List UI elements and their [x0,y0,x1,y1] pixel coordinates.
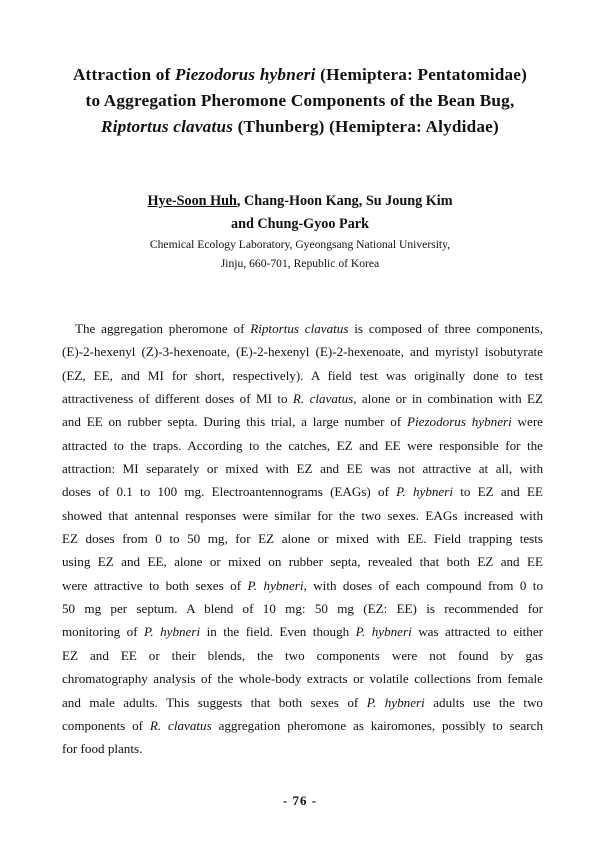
abstract-line [62,317,543,340]
abstract-line: showed that antennal responses were similar for the two sexes. EAGs increased with [62,507,543,523]
abstract-text: aggregation pheromone as kairomones, possibly to search [211,717,544,733]
affiliation-line-2: Jinju, 660-701, Republic of Korea [220,257,380,270]
title-line-1 [40,62,560,88]
species-name: Piezodorus hybneri [407,414,512,430]
abstract-line: EZ doses from 0 to 50 mg, for EZ alone or mixed with EE. Field trapping tests [62,531,543,547]
abstract-line: (EZ, EE, and MI for short, respectively). A field test was originally done to test [62,367,543,383]
abstract-text: , alone or in combination with EZ [353,391,544,407]
abstract-text: The aggregation pheromone of [75,321,251,336]
species-name: Riptortus clavatus [101,117,234,136]
abstract-line: (E)-2-hexenyl (Z)-3-hexenoate, (E)-2-hexenyl (E)-2-hexenoate, and myristyl isobutyrate [62,344,543,360]
species-name: Piezodorus hybneri [175,65,316,84]
affiliation-line-1: Chemical Ecology Laboratory, Gyeongsang National University, [149,238,451,251]
title-text: Attraction of [72,65,176,84]
title-text: (Hemiptera: Pentatomidae) [315,65,528,84]
abstract-text: to EZ and EE [452,484,543,500]
abstract-text: components of [62,717,150,733]
abstract-line [62,574,543,597]
species-name: R. clavatus [149,717,212,733]
abstract-text: and male adults. This suggests that both sexes of [62,694,367,710]
paper-title [40,62,560,140]
species-name: R. clavatus [292,391,354,407]
abstract-text: were [511,414,543,430]
abstract-line: using EZ and EE, alone or mixed on rubber septa, revealed that both EZ and EE [62,554,543,570]
abstract-line [62,480,543,503]
abstract-text: adults use the two [424,694,543,710]
abstract-line [62,691,543,714]
affiliation [40,235,560,273]
abstract-line: for food plants. [62,741,143,757]
abstract-text: was attracted to either [411,624,544,640]
species-name: P. hybneri [355,624,412,640]
authors-line-2: and Chung-Gyoo Park [231,216,369,232]
abstract-text: were attractive to both sexes of [62,577,248,593]
abstract-line [62,620,543,643]
author-list [40,190,560,236]
presenting-author: Hye-Soon Huh [147,193,237,209]
abstract-line [62,714,543,737]
authors-line-1 [40,190,560,213]
abstract-line: EZ and EE or their blends, the two components were not found by gas [62,647,543,663]
abstract-line [62,410,543,433]
species-name: P. hybneri [247,577,304,593]
abstract-text: doses of 0.1 to 100 mg. Electroantennograms (EAGs) of [62,484,397,500]
abstract-line: attracted to the traps. According to the catches, EZ and EE were responsible for the [62,437,543,453]
species-name: Riptortus clavatus [250,321,349,336]
species-name: P. hybneri [396,484,453,500]
abstract-line: 50 mg per septum. A blend of 10 mg: 50 mg (EZ: EE) is recommended for [62,601,543,617]
abstract-line [62,387,543,410]
abstract-text: is composed of three components, [348,321,543,336]
abstract-text: monitoring of [62,624,145,640]
page-number: - 76 - [282,793,318,808]
title-text: (Thunberg) (Hemiptera: Alydidae) [233,117,499,136]
species-name: P. hybneri [144,624,201,640]
title-line-2: to Aggregation Pheromone Components of the Bean Bug, [85,91,515,110]
co-authors: , Chang-Hoon Kang, Su Joung Kim [236,193,453,209]
species-name: P. hybneri [366,694,425,710]
abstract-text: , with doses of each compound from 0 to [303,577,543,593]
abstract-body [62,317,543,761]
abstract-text: and EE on rubber septa. During this trial, a large number of [62,414,408,430]
abstract-text: in the field. Even though [200,624,356,640]
title-line-3 [40,114,560,140]
abstract-line: attraction: MI separately or mixed with EZ and EE was not attractive at all, with [62,461,543,477]
abstract-text: attractiveness of different doses of MI to [62,391,293,407]
abstract-line: chromatography analysis of the whole-body extracts or volatile collections from female [62,671,543,687]
